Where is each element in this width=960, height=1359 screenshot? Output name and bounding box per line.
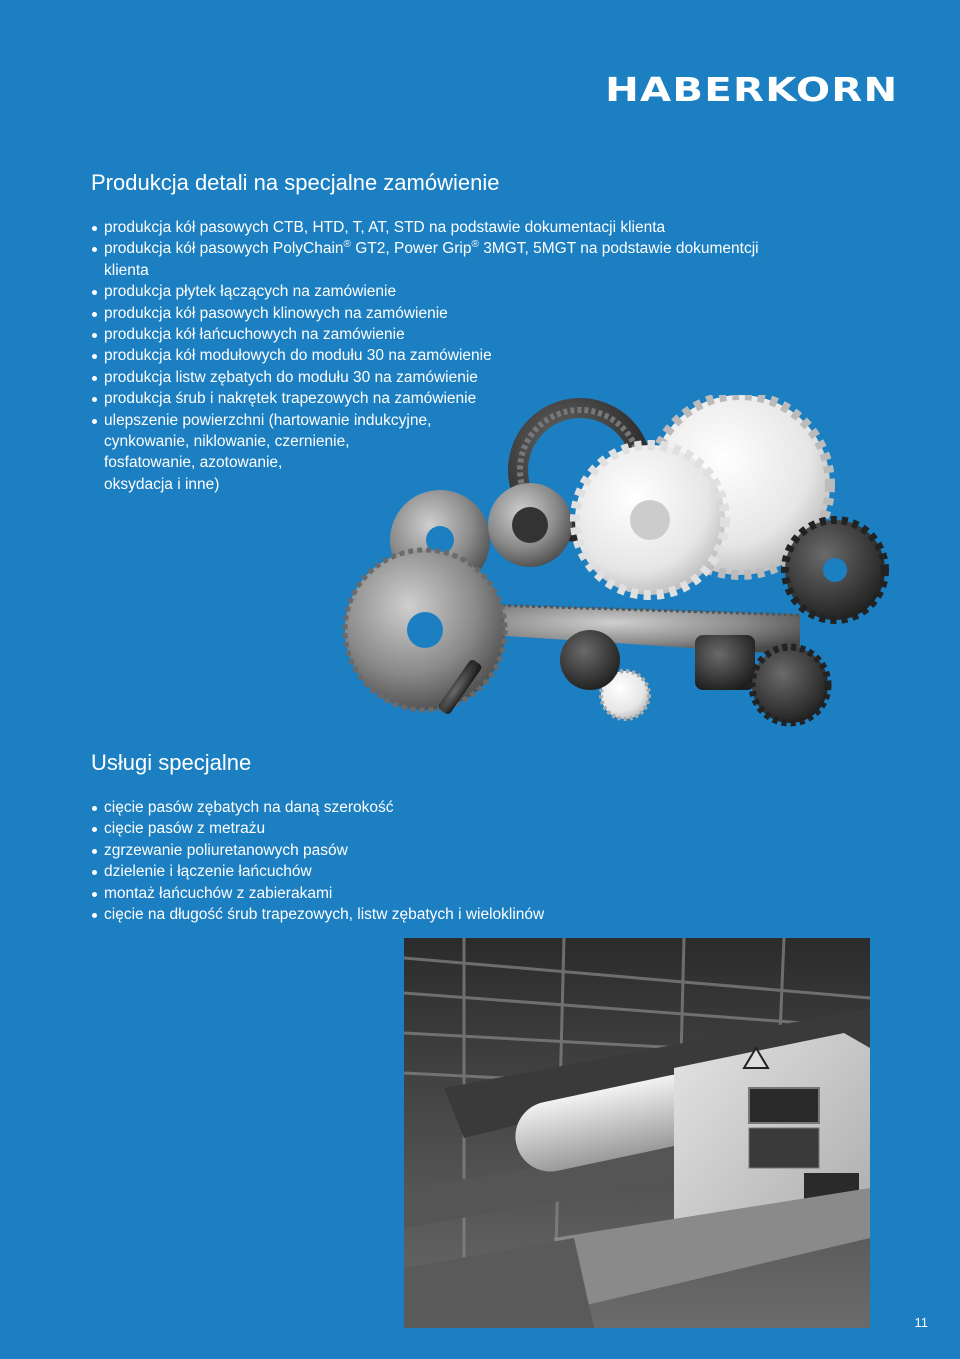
list-item: ulepszenie powierzchni (hartowanie indukcyjne, cynkowanie, niklowanie, czernienie, fosfatowanie, azotowanie, oksydacja i inne) — [91, 410, 759, 496]
list-item: produkcja kół pasowych PolyChain® GT2, Power Grip® 3MGT, 5MGT na podstawie dokumentcji klienta — [91, 238, 759, 281]
list-item: produkcja płytek łączących na zamówienie — [91, 281, 759, 302]
list-item: produkcja kół pasowych CTB, HTD, T, AT, STD na podstawie dokumentacji klienta — [91, 217, 759, 238]
list-item: cięcie pasów z metrażu — [91, 818, 544, 839]
list-item: produkcja śrub i nakrętek trapezowych na zamówienie — [91, 388, 759, 409]
list-item: cięcie pasów zębatych na daną szerokość — [91, 797, 544, 818]
machine-photo — [404, 938, 870, 1328]
list-item: produkcja kół pasowych klinowych na zamówienie — [91, 303, 759, 324]
machine-keypad — [749, 1128, 819, 1168]
taper-hub — [695, 635, 755, 690]
section-title-production: Produkcja detali na specjalne zamówienie — [91, 170, 500, 195]
list-item: produkcja kół modułowych do modułu 30 na zamówienie — [91, 345, 759, 366]
page-number: 11 — [914, 1315, 928, 1330]
list-item: dzielenie i łączenie łańcuchów — [91, 861, 544, 882]
services-list — [91, 797, 544, 925]
list-item: produkcja kół łańcuchowych na zamówienie — [91, 324, 759, 345]
sprocket-bottom — [752, 647, 828, 723]
list-item: produkcja listw zębatych do modułu 30 na zamówienie — [91, 367, 759, 388]
list-item: montaż łańcuchów z zabierakami — [91, 883, 544, 904]
haberkorn-logo: HABERKORN — [604, 70, 898, 109]
section-title-services: Usługi specjalne — [91, 750, 252, 775]
list-item: cięcie na długość śrub trapezowych, listw zębatych i wieloklinów — [91, 904, 544, 925]
pulley-dark — [560, 630, 620, 690]
machine-display — [749, 1088, 819, 1123]
list-item: zgrzewanie poliuretanowych pasów — [91, 840, 544, 861]
gears-photo — [340, 395, 900, 735]
